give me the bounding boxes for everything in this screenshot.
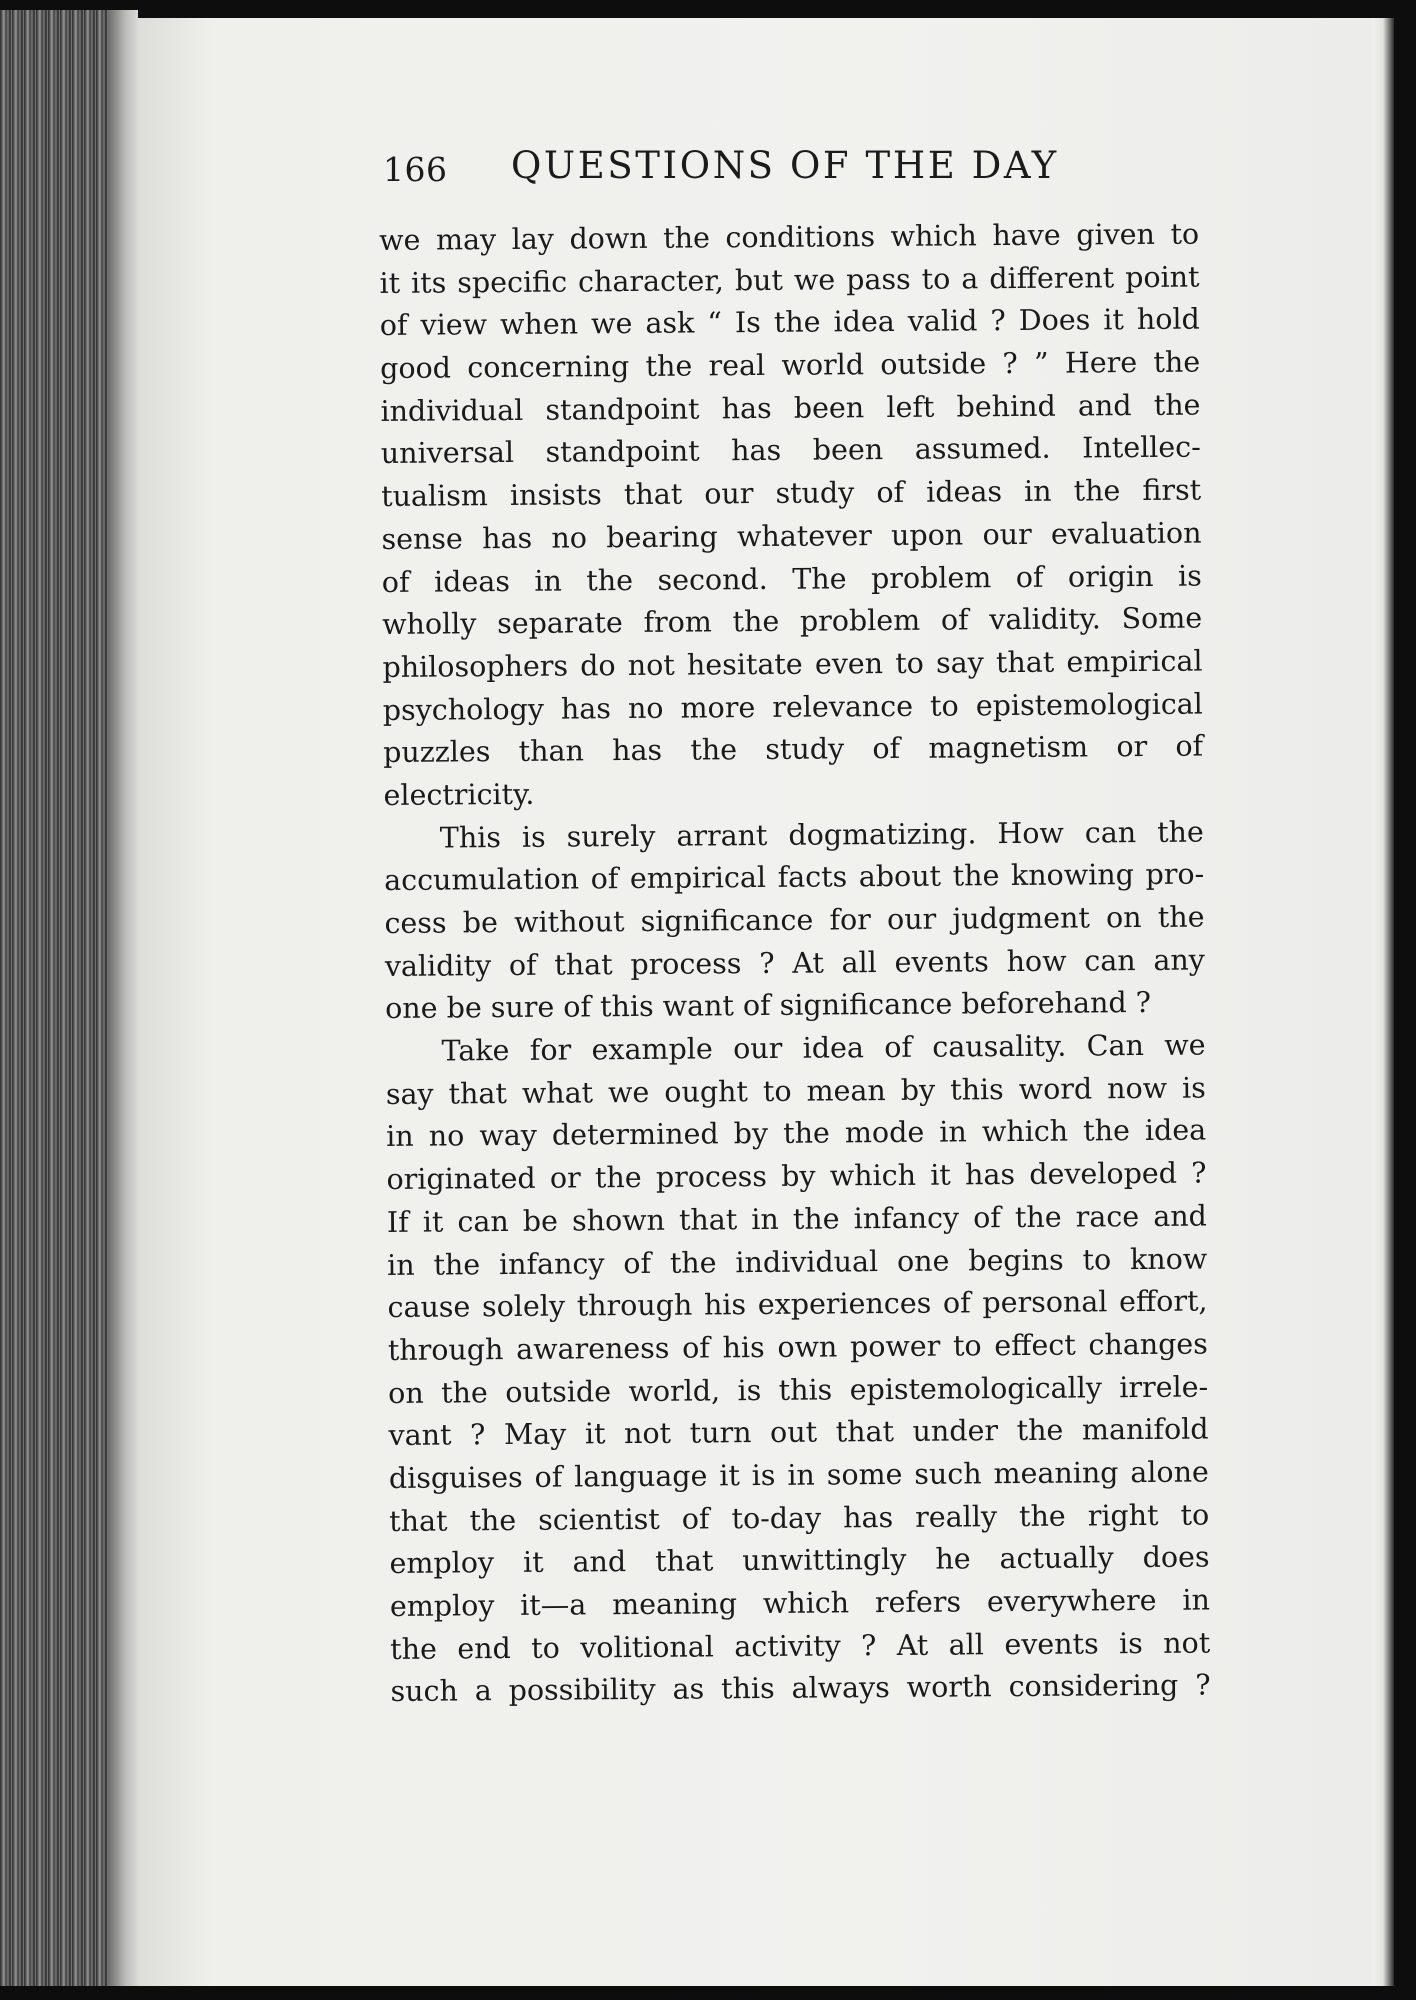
- text-line: of ideas in the second. The problem of origin is: [381, 559, 1202, 599]
- stacked-page-edges: [0, 10, 138, 1990]
- text-line: tualism insists that our study of ideas in the first: [381, 473, 1202, 514]
- text-line: through awareness of his own power to effect changes: [387, 1327, 1208, 1367]
- text-line: that the scientist of to-day has really the right to: [389, 1498, 1210, 1538]
- running-title: QUESTIONS OF THE DAY: [511, 144, 1059, 187]
- text-line: cess be without significance for our judgment on the: [384, 900, 1205, 940]
- text-line: universal standpoint has been assumed. Intellec-: [380, 430, 1201, 471]
- scan-border-top: [0, 0, 1416, 18]
- scan-border-bottom: [0, 1986, 1416, 2000]
- text-line: puzzles than has the study of magnetism or of: [383, 729, 1204, 770]
- text-line: philosophers do not hesitate even to say that empirical: [382, 644, 1203, 684]
- text-line: originated or the process by which it has developed ?: [386, 1156, 1207, 1197]
- text-line: employ it—a meaning which refers everywhere in: [389, 1583, 1210, 1623]
- body-text: [379, 214, 1211, 1714]
- text-line: validity of that process ? At all events how can any: [384, 943, 1205, 983]
- text-line: in no way determined by the mode in which the idea: [386, 1113, 1207, 1154]
- text-line: sense has no bearing whatever upon our evaluation: [381, 516, 1202, 556]
- text-line: If it can be shown that in the infancy of the race and: [386, 1199, 1207, 1239]
- scan-border-right: [1394, 0, 1416, 2000]
- text-line: This is surely arrant dogmatizing. How can the: [439, 815, 1204, 855]
- text-line: one be sure of this want of significance beforehand ?: [385, 986, 1152, 1026]
- text-line: on the outside world, is this epistemologically irrele-: [388, 1370, 1209, 1410]
- text-line: say that what we ought to mean by this word now is: [385, 1071, 1206, 1111]
- text-line: the end to volitional activity ? At all events is not: [390, 1626, 1211, 1666]
- text-line: individual standpoint has been left behind and the: [380, 388, 1201, 428]
- text-line: psychology has no more relevance to epistemological: [382, 687, 1203, 727]
- page-gutter: [1372, 18, 1394, 1986]
- text-line: Take for example our idea of causality. Can we: [441, 1028, 1206, 1068]
- page-number: 166: [383, 150, 448, 189]
- text-line: it its specific character, but we pass to a different point: [379, 260, 1200, 300]
- text-line: we may lay down the conditions which have given to: [379, 217, 1200, 257]
- text-line: of view when we ask “ Is the idea valid ? Does it hold: [379, 302, 1200, 343]
- text-line: in the infancy of the individual one begins to know: [387, 1242, 1208, 1282]
- text-line: good concerning the real world outside ? ” Here the: [380, 345, 1201, 386]
- running-head: [383, 140, 1203, 200]
- text-line: cause solely through his experiences of personal effort,: [387, 1284, 1208, 1325]
- text-line: wholly separate from the problem of validity. Some: [382, 601, 1203, 642]
- text-line: such a possibility as this always worth considering ?: [390, 1668, 1211, 1709]
- text-line: employ it and that unwittingly he actually does: [389, 1540, 1210, 1581]
- text-line: electricity.: [383, 777, 535, 812]
- text-line: vant ? May it not turn out that under the manifold: [388, 1412, 1209, 1453]
- text-line: accumulation of empirical facts about the knowing pro-: [384, 857, 1205, 898]
- text-line: disguises of language it is in some such meaning alone: [388, 1455, 1209, 1495]
